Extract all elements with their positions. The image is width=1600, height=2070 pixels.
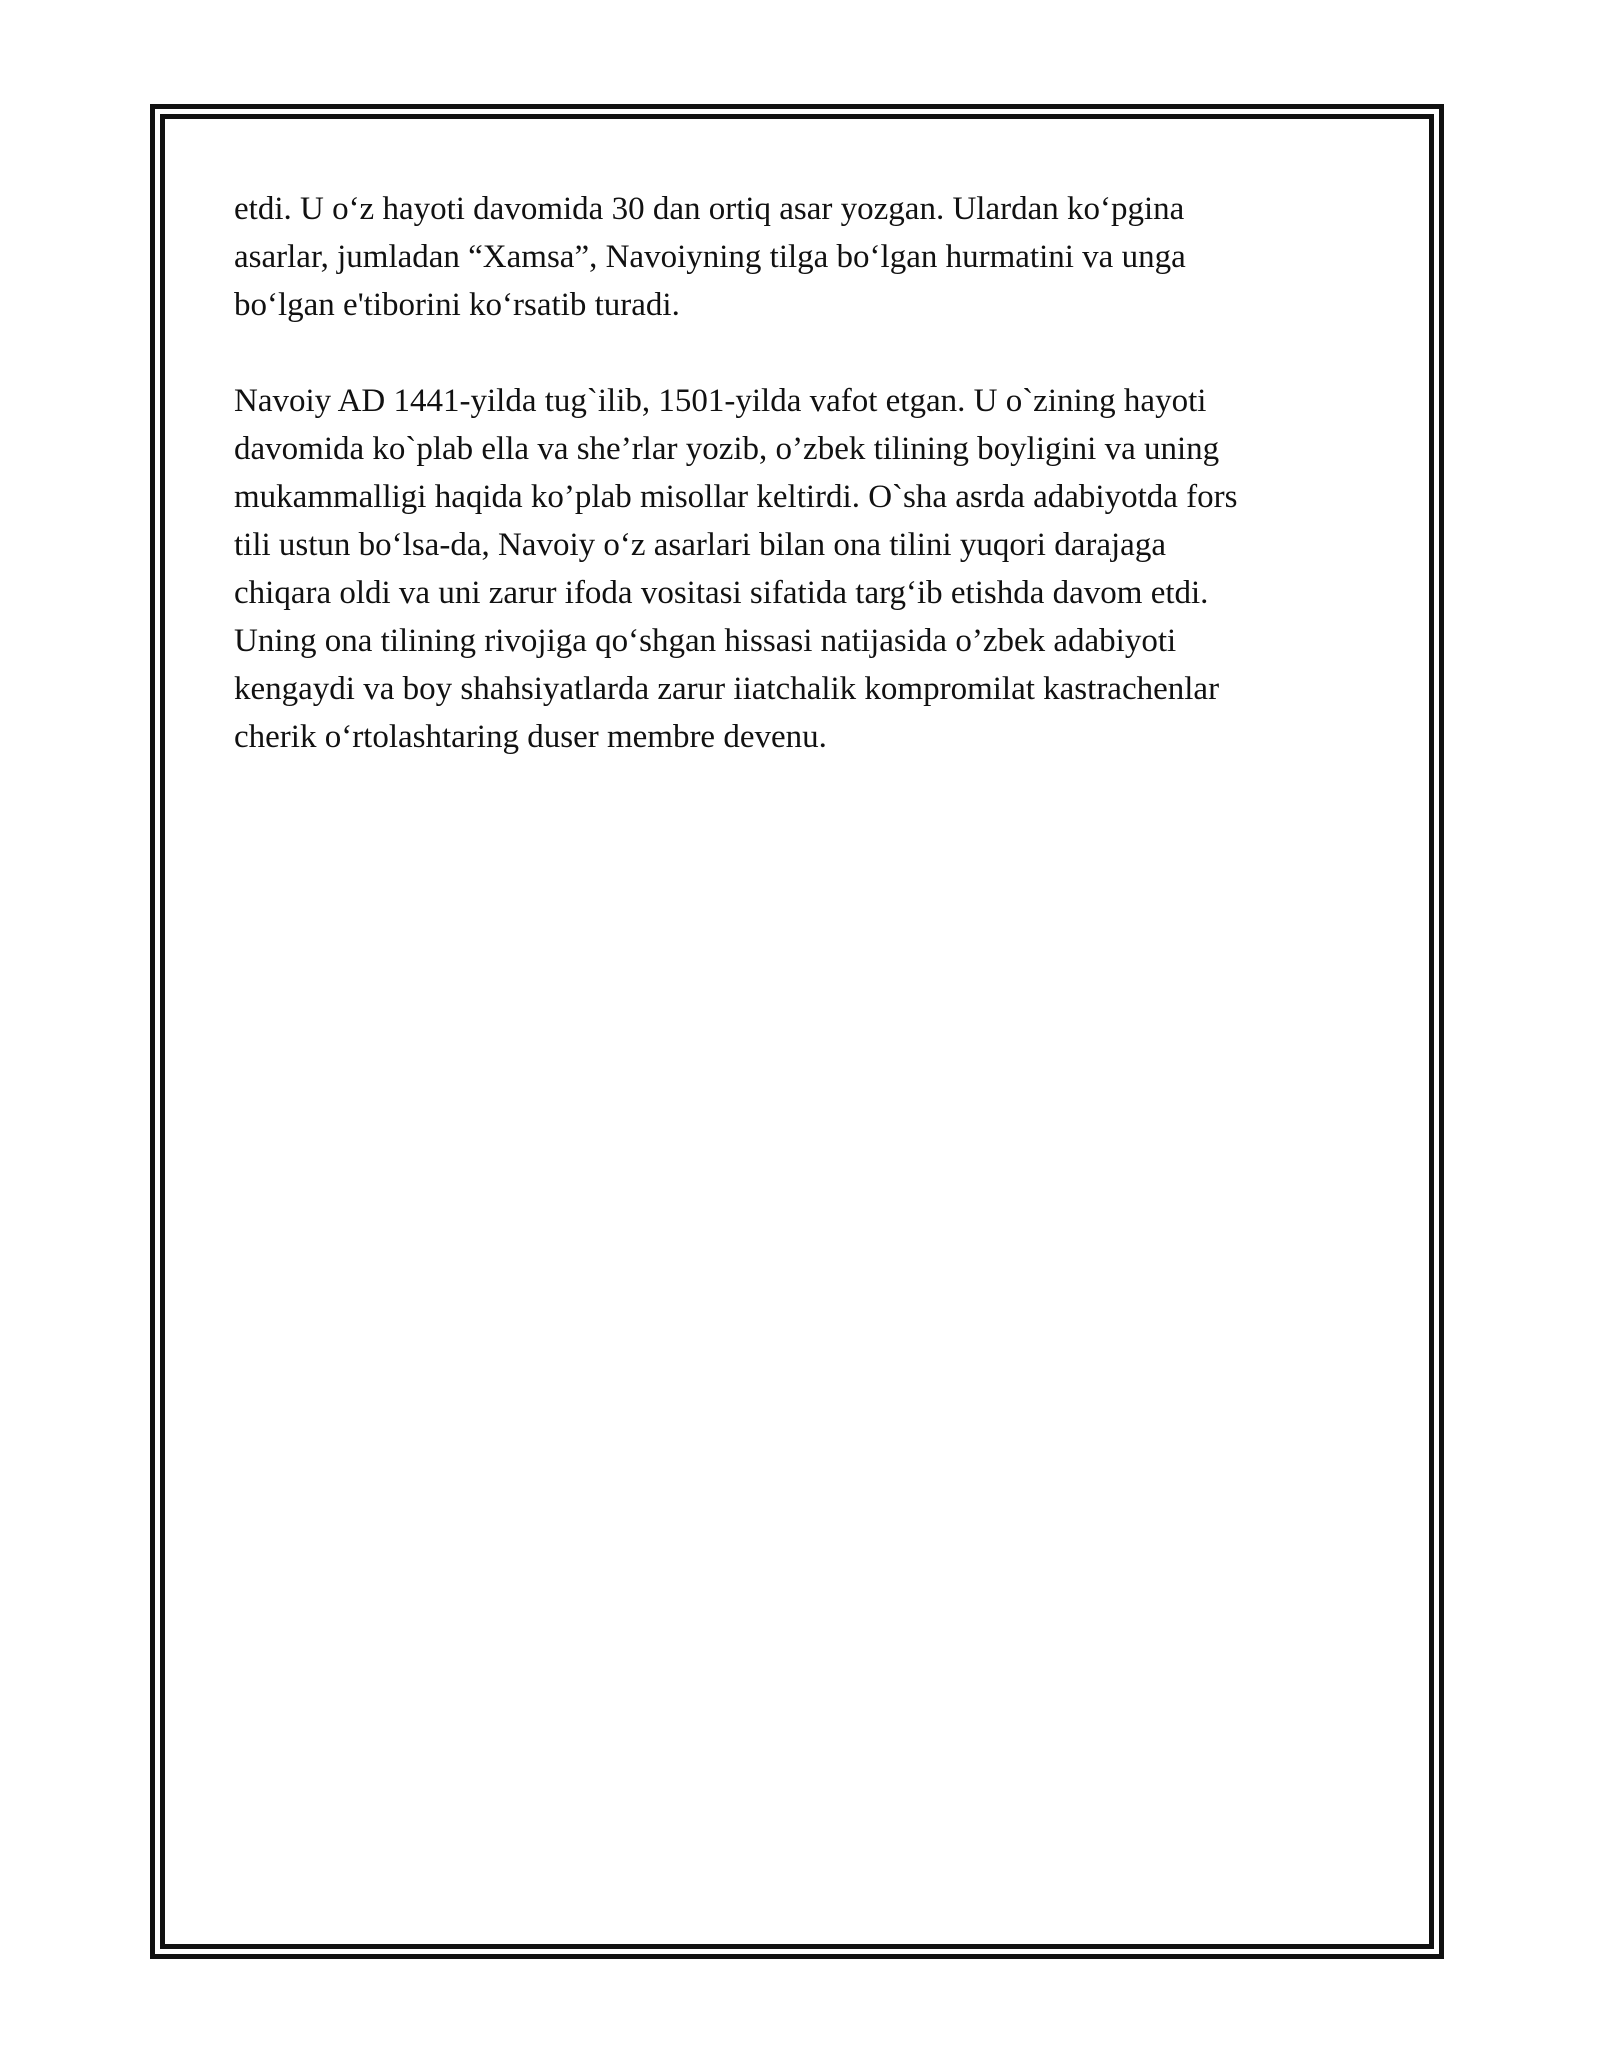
paragraph-line: tili ustun bo‘lsa-da, Navoiy o‘z asarlari bilan ona tilini yuqori darajaga bbox=[234, 527, 1166, 563]
paragraph-line: bo‘lgan e'tiborini ko‘rsatib turadi. bbox=[234, 287, 680, 323]
document-body bbox=[234, 185, 1364, 809]
paragraph-line: chiqara oldi va uni zarur ifoda vositasi sifatida targ‘ib etishda davom etdi. bbox=[234, 575, 1209, 611]
paragraph-2 bbox=[234, 377, 1364, 761]
paragraph-1 bbox=[234, 185, 1364, 329]
paragraph-line: Navoiy AD 1441-yilda tug`ilib, 1501-yilda vafot etgan. U o`zining hayoti bbox=[234, 383, 1207, 419]
paragraph-line: mukammalligi haqida ko’plab misollar keltirdi. O`sha asrda adabiyotda fors bbox=[234, 479, 1238, 515]
paragraph-line: Uning ona tilining rivojiga qo‘shgan hissasi natijasida o’zbek adabiyoti bbox=[234, 623, 1177, 659]
paragraph-line: etdi. U o‘z hayoti davomida 30 dan ortiq asar yozgan. Ulardan ko‘pgina bbox=[234, 191, 1185, 227]
paragraph-line: asarlar, jumladan “Xamsa”, Navoiyning tilga bo‘lgan hurmatini va unga bbox=[234, 239, 1186, 275]
paragraph-line: kengaydi va boy shahsiyatlarda zarur iiatchalik kompromilat kastrachenlar bbox=[234, 671, 1220, 707]
paragraph-line: davomida ko`plab ella va she’rlar yozib, o’zbek tilining boyligini va uning bbox=[234, 431, 1220, 467]
paragraph-line: cherik o‘rtolashtaring duser membre devenu. bbox=[234, 719, 827, 755]
